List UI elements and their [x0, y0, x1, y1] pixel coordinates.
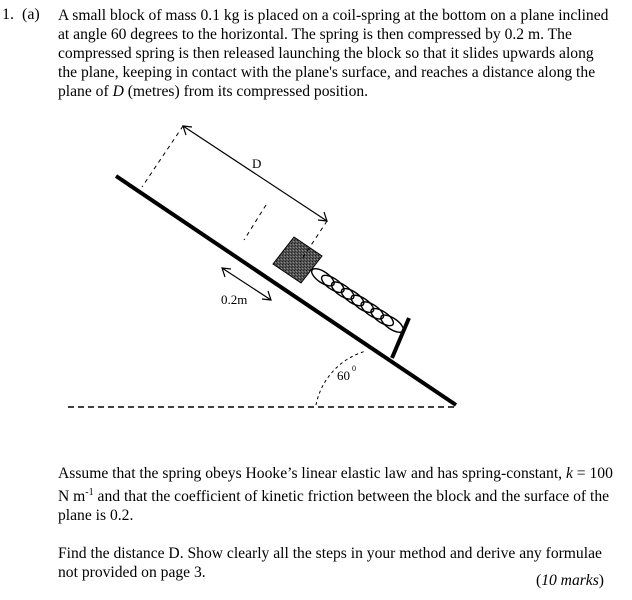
label-angle: 60 [337, 368, 350, 383]
marks-text: 10 marks [541, 572, 599, 589]
extension-line-block [244, 205, 266, 240]
question-part: (a) [22, 6, 40, 23]
question-number: 1. [2, 6, 14, 23]
assume-text-2: = 100 N m [58, 465, 613, 506]
marks-open: ( [535, 572, 542, 589]
label-compression: 0.2m [221, 292, 248, 307]
task-paragraph: Find the distance D. Show clearly all the steps in your method and derive any formulae not provided on page 3. [58, 545, 602, 581]
intro-text-2: (metres) from its compressed position. [123, 83, 369, 100]
marks-label [536, 572, 604, 590]
inclined-plane [116, 176, 456, 405]
assume-text-3: and that the coefficient of kinetic friction between the block and the surface of the plane is 0.2. [58, 488, 610, 525]
intro-variable-d: D [112, 83, 124, 100]
assumption-paragraph [58, 464, 614, 525]
label-degree: 0 [352, 364, 356, 373]
extension-line-top [142, 126, 183, 187]
assume-exponent: -1 [85, 487, 94, 498]
block [273, 237, 322, 283]
label-d: D [252, 156, 262, 171]
marks-close: ) [598, 572, 604, 589]
intro-text-1: A small block of mass 0.1 kg is placed on a coil-spring at the bottom on a plane inclined at angle 60 degrees to the horizontal. The spring is then compressed by 0.2 m. The compressed spring is then released launching the block so that it slides upwards along the plane, keeping in contact with the plane's surface, and reaches a distance along the plane of [58, 7, 609, 100]
assume-text-1: Assume that the spring obeys Hooke’s linear elastic law and has spring-constant, [58, 465, 566, 482]
distance-d-arrow [183, 126, 327, 221]
coil-spring [309, 265, 406, 335]
assume-k: k [565, 465, 573, 482]
